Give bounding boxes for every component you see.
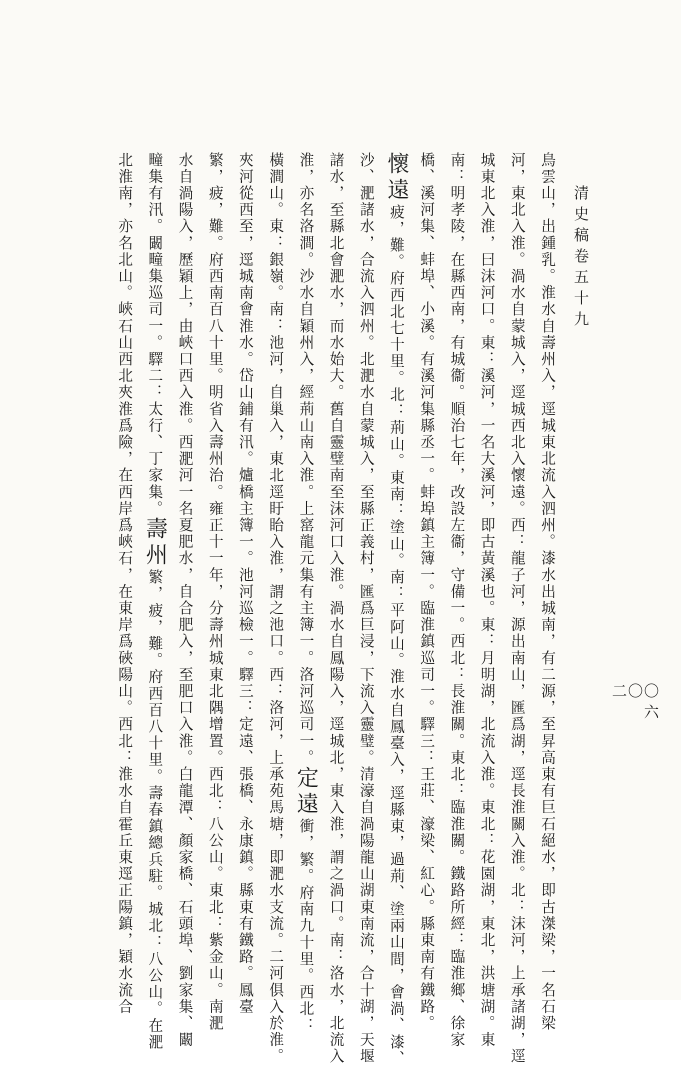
text-column: 南：明孝陵，在縣西南，有城衞。順治七年，改設左衞，守備一。西北：長淮關。東北：臨淮關。鐵路所經：臨淮鄉、徐家 (448, 152, 466, 1049)
county-heading: 定遠 (293, 766, 319, 819)
text-column: 橋、溪河集、蚌埠、小溪。有溪河集縣丞一。蚌埠鎮主簿一。臨淮鎮巡司一。驛三：王莊、濠梁、紅心。縣東南有鐵路。 (418, 152, 436, 1032)
text-column: 河，東北入淮。渦水自蒙城入，逕城西北入懷遠。西：龍子河，源出南山，匯爲湖，逕長淮關入淮。北：沫河，上承諸湖，逕 (508, 152, 526, 1065)
text-column: 鳥雲山，出鍾乳。淮水自壽州入，逕城東北流入泗州。漆水出城南，有二源，至昇高東有巨石絕水，即古滐梁，一名石梁 (539, 152, 556, 1032)
text-column: 夾河從西至，逕城南會淮水。岱山鋪有汛。爐橋主簿一。池河巡檢一。驛三：定遠、張橋、永康鎮。縣東有鐵路。鳳臺 (236, 152, 254, 1016)
text-column: 疃集有汛。闞疃集巡司一。驛二：太行、丁家集。壽州繁，疲，難。府西百八十里。壽春鎮總兵駐。城北：八公山。在淝 (142, 152, 168, 1051)
text-column: 北淮南，亦名北山。峽石山西北夾淮爲險，在西岸爲峽石，在東岸爲硤陽山。西北：淮水自霍丘東逕正陽鎮，穎水流合 (116, 152, 134, 1016)
county-heading: 壽州 (142, 517, 168, 570)
county-heading: 懷遠 (383, 152, 409, 204)
running-header-title: 清史稿卷五十九 (572, 185, 590, 332)
text-column: 橫澗山。東：銀嶺。南：池河，自巢入，東北逕盱眙入淮，謂之池口。西：洛河，上承苑馬塘，即淝水支流。二河俱入於淮。 (267, 152, 285, 1065)
vertical-text-body (52, 152, 562, 1067)
text-column: 沙、淝諸水，合流入泗州。北淝水自蒙城入，至縣正義村，匯爲巨浸，下流入靈璧。清濠自渦陽龍山湖東南流，合十湖，天堰 (357, 152, 375, 1065)
text-column: 淮，亦名洛澗。沙水自穎州入，經荊山南入淮。上窰龍元集有主簿一。洛河巡司一。定遠衝，繁。府南九十里。西北： (293, 152, 319, 1035)
text-column: 諸水，至縣北會淝水，而水始大。舊自靈璧南至沫河口入淮。渦水自鳳陽入，逕城北，東入淮，謂之渦口。南：洛水，北流入 (327, 152, 345, 1065)
text-column: 水自渦陽入，歷穎上，由峽口西入淮。西淝河一名夏肥水，自合肥入，至肥口入淮。白龍潭、顏家橋、石頭埠、劉家集、闞 (176, 152, 194, 1049)
text-column: 懷遠疲，難。府西北七十里。北：荊山。東南：塗山。南：平阿山。淮水自鳳臺入，逕縣東，過荊、塗兩山間，會渦、漆、 (383, 152, 409, 1067)
text-column: 繁，疲，難。府西南百八十里。明省入壽州治。雍正十一年，分壽州城東北隅增置。西北：八公山。東北：紫金山。南淝 (206, 152, 224, 1032)
text-column: 城東北入淮，曰沫河口。東：溪河，一名大溪河，即古黃溪也。東：月明湖，北流入淮。東北：花園湖，東北，洪塘湖。東 (478, 152, 496, 1049)
page-number: 二〇〇六 (611, 682, 660, 721)
